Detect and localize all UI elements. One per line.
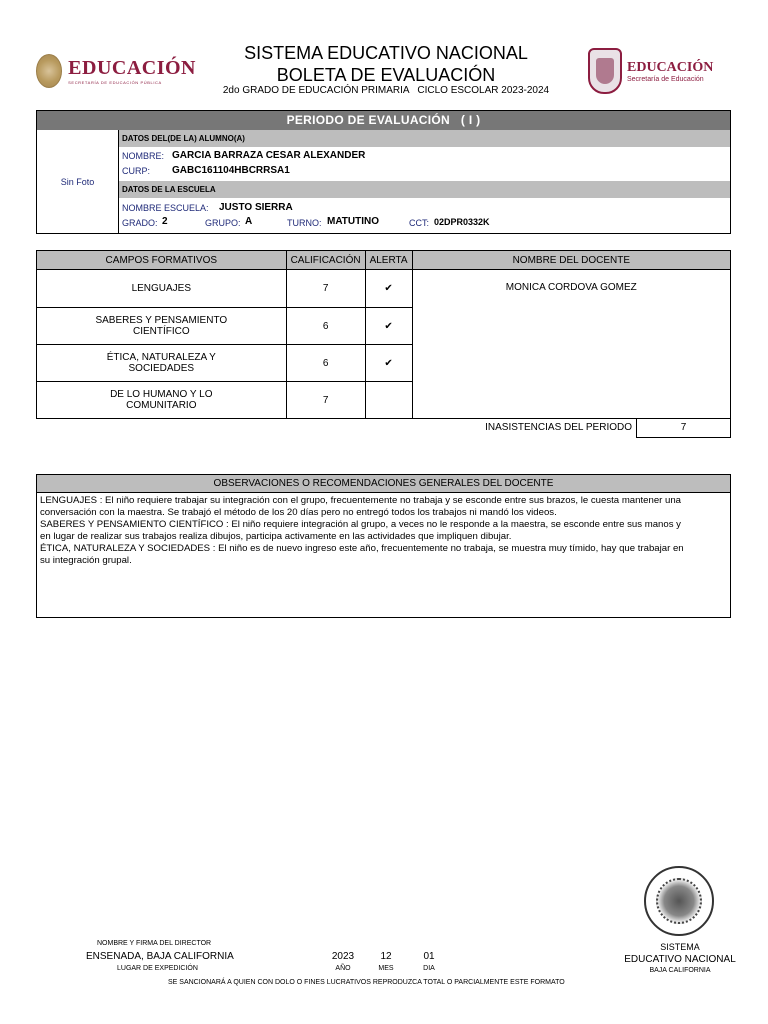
reproduction-warning: SE SANCIONARÁ A QUIEN CON DOLO O FINES LUCRATIVOS REPRODUZCA TOTAL O PARCIALMENTE ESTE FORMATO xyxy=(168,979,565,986)
header-teacher: NOMBRE DEL DOCENTE xyxy=(412,251,730,270)
check-icon: ✔ xyxy=(365,308,412,345)
header-alert: ALERTA xyxy=(365,251,412,270)
page-title: SISTEMA EDUCATIVO NACIONAL xyxy=(244,43,528,63)
state-education-logo xyxy=(588,46,723,96)
school-section-title: DATOS DE LA ESCUELA xyxy=(119,181,730,199)
logo-right-subtext: Secretaría de Educación xyxy=(627,75,704,83)
group-value: A xyxy=(245,216,253,227)
year-label: AÑO xyxy=(335,965,351,972)
observation-line: conversación con la maestra. Se trabajó el método de los 20 días pero no entregó todos los trabajos ni mandó los videos. xyxy=(40,507,557,518)
student-curp: GABC161104HBCRRSA1 xyxy=(172,165,290,176)
name-label: NOMBRE: xyxy=(122,151,165,161)
header-formative-fields: CAMPOS FORMATIVOS xyxy=(37,251,287,270)
observations-text xyxy=(37,493,730,569)
issue-day: 01 xyxy=(423,951,435,962)
student-name-row xyxy=(119,149,730,163)
grade-cell: 6 xyxy=(286,345,365,382)
table-row xyxy=(37,270,731,308)
sep-logo xyxy=(36,52,196,90)
header-grade: CALIFICACIÓN xyxy=(286,251,365,270)
student-info-box xyxy=(36,110,731,234)
logo-left-word: EDUCACIÓN xyxy=(68,56,196,79)
grades-table xyxy=(36,250,731,419)
page-subtitle: BOLETA DE EVALUACIÓN xyxy=(276,65,496,85)
issue-place-label: LUGAR DE EXPEDICIÓN xyxy=(117,965,198,972)
check-icon: ✔ xyxy=(365,345,412,382)
field-name-cont: SOCIEDADES xyxy=(128,363,195,374)
field-cell xyxy=(37,382,287,419)
grade-cycle-line: 2do GRADO DE EDUCACIÓN PRIMARIA CICLO ESCOLAR 2023-2024 xyxy=(222,85,550,96)
shield-icon xyxy=(588,48,622,94)
school-details-row xyxy=(119,216,730,230)
field-cell xyxy=(37,270,287,308)
issue-year: 2023 xyxy=(331,951,355,962)
field-name-cont: CIENTÍFICO xyxy=(132,326,190,337)
alert-cell xyxy=(365,382,412,419)
school-name-row xyxy=(119,201,730,215)
grade-label: GRADO: xyxy=(122,218,158,228)
seal-line-1: SISTEMA xyxy=(660,942,700,952)
field-name: DE LO HUMANO Y LO xyxy=(110,389,213,400)
group-label: GRUPO: xyxy=(205,218,241,228)
grade-cell: 7 xyxy=(286,382,365,419)
observations-box xyxy=(36,474,731,618)
observations-header: OBSERVACIONES O RECOMENDACIONES GENERALES DEL DOCENTE xyxy=(37,475,730,493)
teacher-name: MONICA CORDOVA GOMEZ xyxy=(505,282,637,293)
grade-cell: 7 xyxy=(286,270,365,308)
school-name: JUSTO SIERRA xyxy=(219,202,293,213)
field-name: LENGUAJES xyxy=(131,283,192,294)
grade-cell: 6 xyxy=(286,308,365,345)
school-name-label: NOMBRE ESCUELA: xyxy=(122,203,209,213)
field-cell xyxy=(37,308,287,345)
observation-line: su integración grupal. xyxy=(40,555,132,566)
cct-label: CCT: xyxy=(409,218,429,228)
field-name: ÉTICA, NATURALEZA Y xyxy=(106,352,216,363)
observation-line: en lugar de realizar sus trabajos realiza dibujos, participa activamente en las actividades que impliquen dibujar. xyxy=(40,531,512,542)
student-name: GARCIA BARRAZA CESAR ALEXANDER xyxy=(172,150,366,161)
logo-left-subtext: SECRETARÍA DE EDUCACIÓN PÚBLICA xyxy=(68,79,162,85)
table-header-row xyxy=(37,251,731,270)
grade-value: 2 xyxy=(162,216,168,227)
period-header: PERIODO DE EVALUACIÓN ( I ) xyxy=(37,111,730,130)
shift-label: TURNO: xyxy=(287,218,322,228)
teacher-cell xyxy=(412,270,730,419)
check-icon: ✔ xyxy=(365,270,412,308)
seal-line-2: EDUCATIVO NACIONAL xyxy=(624,954,736,965)
field-name-cont: COMUNITARIO xyxy=(126,400,197,411)
director-signature-label: NOMBRE Y FIRMA DEL DIRECTOR xyxy=(97,940,212,947)
seal-line-3: BAJA CALIFORNIA xyxy=(649,967,711,974)
observation-line: SABERES Y PENSAMIENTO CIENTÍFICO : El niño requiere integración al grupo, a veces no le responde a la maestra, se esconde entre sus manos y xyxy=(40,519,681,530)
issue-month: 12 xyxy=(380,951,392,962)
logo-right-word: EDUCACIÓN xyxy=(627,59,714,75)
day-label: DIA xyxy=(423,965,435,972)
absences-value: 7 xyxy=(636,418,731,438)
curp-label: CURP: xyxy=(122,166,151,176)
field-name: SABERES Y PENSAMIENTO xyxy=(95,315,228,326)
shift-value: MATUTINO xyxy=(327,216,380,227)
national-emblem-icon xyxy=(644,866,714,936)
photo-placeholder: Sin Foto xyxy=(37,130,119,233)
student-section-title: DATOS DEL(DE LA) ALUMNO(A) xyxy=(119,130,730,148)
observation-line: LENGUAJES : El niño requiere trabajar su integración con el grupo, frecuentemente no trabaja y se esconde entre sus brazos, le cuesta mantener una xyxy=(40,495,682,506)
student-curp-row xyxy=(119,164,730,178)
month-label: MES xyxy=(378,965,394,972)
observation-line: ÉTICA, NATURALEZA Y SOCIEDADES : El niño es de nuevo ingreso este año, frecuentemente no trabaja, se muestra muy tímido, hay que trabajar en xyxy=(40,543,684,554)
issue-place: ENSENADA, BAJA CALIFORNIA xyxy=(86,951,234,962)
sep-seal-icon xyxy=(36,54,62,88)
cct-value: 02DPR0332K xyxy=(434,217,490,227)
field-cell xyxy=(37,345,287,382)
absences-label: INASISTENCIAS DEL PERIODO xyxy=(485,422,632,433)
